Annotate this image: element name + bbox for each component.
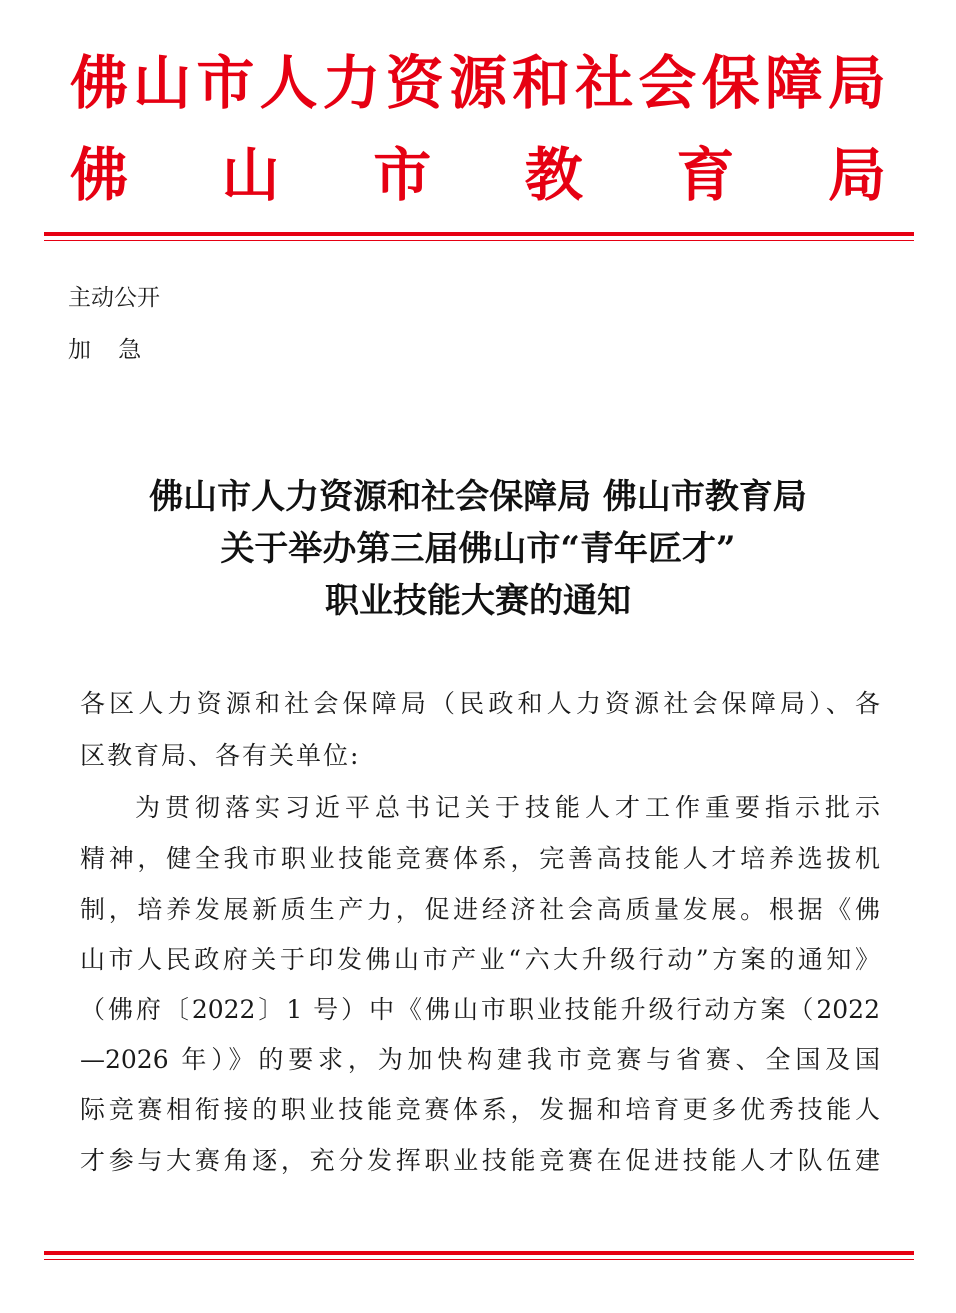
letterhead-char: 佛 <box>70 141 129 209</box>
letterhead-char: 佛 <box>70 49 129 117</box>
letterhead-char: 资 <box>385 49 444 117</box>
letterhead-char: 人 <box>259 49 318 117</box>
body-line: —2026 年）》的要求，为加快构建我市竞赛与省赛、全国及国 <box>80 1045 880 1074</box>
letterhead-char: 源 <box>448 49 507 117</box>
doc-title-line-2: 关于举办第三届佛山市“青年匠才” <box>220 529 736 569</box>
letterhead-char: 力 <box>322 49 381 117</box>
body-line: 为贯彻落实习近平总书记关于技能人才工作重要指示批示 <box>135 793 880 822</box>
letterhead-char: 市 <box>196 49 255 117</box>
letterhead-char: 局 <box>827 49 886 117</box>
letterhead-char: 市 <box>373 141 432 209</box>
letterhead-line-2 <box>70 140 886 210</box>
letterhead-line-1 <box>70 48 886 118</box>
body-line: 制，培养发展新质生产力，促进经济社会高质量发展。根据《佛 <box>80 895 880 924</box>
letterhead-char: 育 <box>676 141 735 209</box>
body-line: 才参与大赛角逐，充分发挥职业技能竞赛在促进技能人才队伍建 <box>80 1146 880 1175</box>
body-line: 各区人力资源和社会保障局（民政和人力资源社会保障局）、各 <box>80 689 880 718</box>
footer-rule-thin <box>44 1259 914 1260</box>
letterhead-char: 社 <box>575 49 634 117</box>
letterhead-char: 和 <box>512 49 571 117</box>
body-line: 际竞赛相衔接的职业技能竞赛体系，发掘和培育更多优秀技能人 <box>80 1095 880 1124</box>
header-rule-thick <box>44 232 914 236</box>
letterhead-char: 障 <box>764 49 823 117</box>
letterhead-char: 山 <box>133 49 192 117</box>
urgency-label: 加 急 <box>68 337 152 363</box>
header-rule-thin <box>44 240 914 241</box>
body-line: （佛府〔2022〕1 号）中《佛山市职业技能升级行动方案（2022 <box>80 995 880 1024</box>
body-line: 山市人民政府关于印发佛山市产业“六大升级行动”方案的通知》 <box>80 945 880 974</box>
disclosure-label: 主动公开 <box>68 285 160 311</box>
letterhead-char: 保 <box>701 49 760 117</box>
letterhead-char: 会 <box>638 49 697 117</box>
body-line: 精神，健全我市职业技能竞赛体系，完善高技能人才培养选拔机 <box>80 844 880 873</box>
letterhead-char: 山 <box>221 141 280 209</box>
doc-title-line-1: 佛山市人力资源和社会保障局 佛山市教育局 <box>149 477 807 517</box>
footer-rule-thick <box>44 1251 914 1255</box>
body-line: 区教育局、各有关单位: <box>80 741 361 770</box>
letterhead-char: 教 <box>524 141 583 209</box>
doc-title-line-3: 职业技能大赛的通知 <box>325 581 631 621</box>
letterhead-char: 局 <box>827 141 886 209</box>
